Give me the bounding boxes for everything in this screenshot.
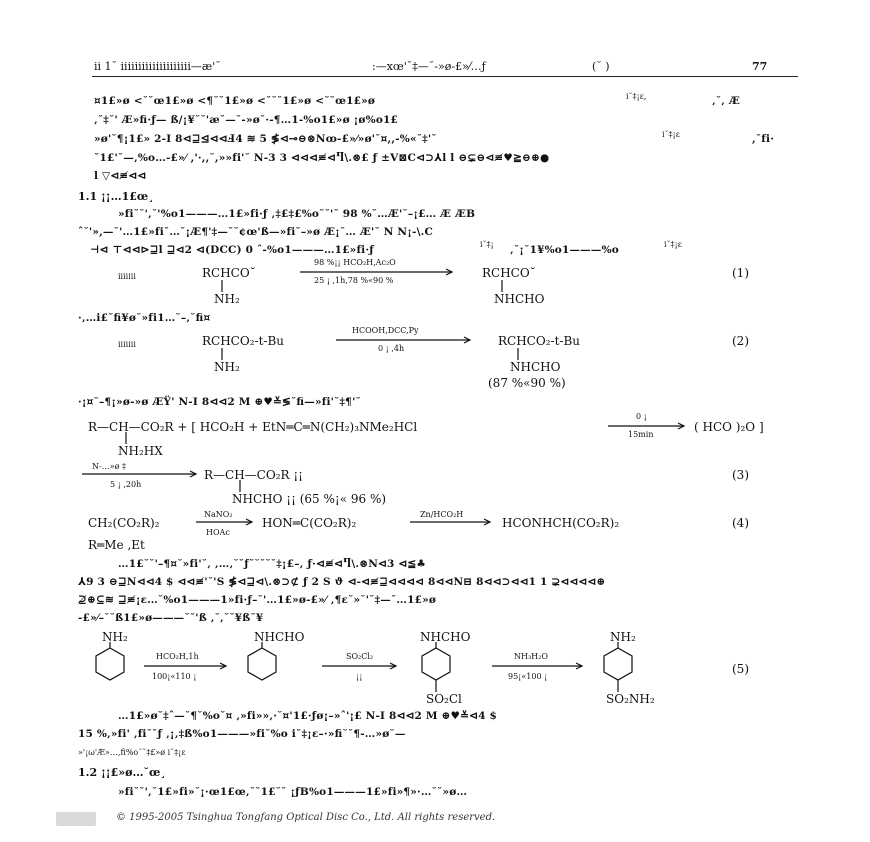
benzene-ring-icon: [604, 648, 632, 680]
text-line-3-tail: ,˘fi·: [752, 133, 775, 145]
footnote-marker: i˘‡¡: [480, 240, 494, 249]
eq5-condition-1-bottom: 100¡«110 ¡: [152, 672, 197, 681]
mid-text-1: ·‚…i£˘ﬁ¥ø˘»fi1…˘–‚˘ﬁ¤: [78, 312, 211, 324]
equation-number-3: (3): [732, 468, 749, 482]
eq2-yield: (87 %«90 %): [488, 376, 566, 390]
eq3-reactant-sub: NH₂HX: [118, 444, 163, 458]
benzene-ring-icon: [422, 648, 450, 680]
eq1-condition-bottom: 25 ¡ ,1h,78 %«90 %: [314, 276, 394, 285]
eq4-condition-1-top: NaNO₂: [204, 510, 233, 519]
eq1-condition-top: 98 %¡¡ HCO₂H,Ac₂O: [314, 258, 396, 267]
equation-number-1: (1): [732, 266, 749, 280]
eq5-r2-top: NHCHO: [254, 630, 305, 644]
text-line-5: l ▽⊲≢⊲⊲: [94, 170, 147, 182]
footnote-marker: i˘‡¡ε: [662, 130, 680, 139]
eq4-condition-2-top: Zn/HCO₂H: [420, 510, 464, 519]
eq5-condition-3-top: NH₃H₂O: [514, 652, 548, 661]
equation-lead: iiiiiii: [118, 340, 136, 349]
running-header-title: :—xœ'˘‡—˘-»ø-£»⁄…ƒ: [372, 60, 486, 73]
eq5-condition-2-bottom: ¡¡: [356, 672, 363, 681]
eq1-product: RCHCO˘: [482, 266, 536, 280]
eq2-reactant: RCHCO₂-t-Bu: [202, 334, 284, 348]
para3-line-1: …1£»ø˘‡ˆ—˘¶˘%o˘¤ ‚»fi»»‚·˘¤'1£·ƒø¡–»ˆ'¡£ N-I 8⊲⊲2 M ⊕♥≚⊲4 $: [118, 710, 498, 722]
equation-lead: iiiiiii: [118, 272, 136, 281]
text-line-1: ¤1£»ø <˘˘œ1£»ø <¶˘˘1£»ø <˘˘˘1£»ø <˘˘œ1£»ø: [94, 95, 376, 107]
eq3-condition-top: 0 ¡: [636, 412, 647, 421]
running-header-left: ii 1˘ iiiiiiiiiiiiiiiiiiii—æ'˘: [94, 60, 221, 73]
text-line-3: »ø'˘¶¡1£» 2-I 8⊲⊒⊴⊲⊲Ⅎ4 ≋ 5 ≸⊲⊸⊖⊗Nꝏ-£»⁄»ø'˘¤,,-%«˘‡'˘: [94, 133, 437, 145]
para2-line-2: ⅄9 3 ⊖⊒N⊲⊲4 $ ⊲⊲≢'˘'S ≸⊲⊒⊲\.⊗⊃⊄ ƒ 2 S ϑ ⊲-⊲≢⊒⊲⊲⊲⊲ 8⊲⊲N⊟ 8⊲⊲⊃⊲⊲1 1 ⊋⊲⊲⊲⊲⊕: [78, 576, 606, 588]
eq5-r4-top: NH₂: [610, 630, 636, 644]
eq3-result: ( HCO )₂O ]: [694, 420, 764, 434]
footnote-marker: i˘‡¡ε,: [626, 92, 647, 101]
eq1-reactant-nh2: NH₂: [214, 292, 240, 306]
page-number: 77: [752, 60, 768, 73]
eq5-condition-2-top: SO₂Cl₂: [346, 652, 374, 661]
eq4-note: R═Me ,Et: [88, 538, 145, 552]
eq1-reactant: RCHCO˘: [202, 266, 256, 280]
eq5-r4-bottom: SO₂NH₂: [606, 692, 655, 706]
para2-line-1: …1£˘˘'–¶¤˘»fi'˘‚ ‚…‚˘˘ƒ˘˘˘˘˘‡¡£–‚ ƒ·⊲≢⊲Ⴄ\.⊗N⊲3 ⊲≦♣: [118, 558, 426, 570]
eq3-left-condition-bottom: 5 ¡ ,20h: [110, 480, 142, 489]
para3-line-3: »'¡ω'Æ»…‚fi%o˘˘‡£»ø i˘‡¡ε: [78, 748, 186, 757]
text-line-2: ‚˘‡˘' Æ»ﬁ·ƒ— ß/¡¥˘˘'æ˘—˘-»ø˘·-¶…1-%o1£»ø ¡ø%o1£: [94, 114, 399, 126]
eq3-left-condition-top: N-…»ø ‡: [92, 462, 126, 471]
eq4-intermediate: HON═C(CO₂R)₂: [262, 516, 357, 530]
eq5-condition-3-bottom: 95¡«100 ¡: [508, 672, 548, 681]
eq4-lhs: CH₂(CO₂R)₂: [88, 516, 160, 530]
text-line-4: ˘1£'˘—‚%o…-£»⁄ ,'·,,˘,»»fi'˘ N-3 3 ⊲⊲⊲≢⊲Ⴄ\.⊗£ ƒ ±V⊠C⊲⊃⅄l l ⊖⊊⊖⊲≢♥≧⊖⊕●: [94, 152, 550, 164]
footnote-marker: i˘‡¡ε: [664, 240, 682, 249]
copyright-footer: © 1995-2005 Tsinghua Tongfang Optical Disc Co., Ltd. All rights reserved.: [116, 812, 496, 823]
equation-number-2: (2): [732, 334, 749, 348]
para1-line-1: »fi˘˘'‚˘'%o1———…1£»fi·ƒ ‚‡£‡£%o˘˘'˘ 98 %˘…Æ'˘–¡£… Æ ÆB: [118, 208, 476, 220]
mid-text-2: ·¡¤˘–¶¡»ø-»ø ÆŸ' N-I 8⊲⊲2 M ⊕♥≚≶˘ﬁ—»fi'˘‡¶'˘: [78, 396, 361, 408]
eq3-line-2: R—CH—CO₂R ¡¡: [204, 468, 304, 482]
eq2-reactant-nh2: NH₂: [214, 360, 240, 374]
eq5-r3-top: NHCHO: [420, 630, 471, 644]
eq2-condition-top: HCOOH,DCC,Py: [352, 326, 419, 335]
para4-line-1: »fi˘˘'‚˘1£»fi»˘¡·œ1£œ‚˘˘1£˘˘ ¡ƒB%o1———1£»fi»¶»·…˘˘»ø…: [118, 786, 468, 798]
para2-line-3: ⊉⊕⊆≋ ⊒≢¡ε…˘%o1———1»fi·ƒ–˘'…1£»ø-£»⁄ ‚¶ε˘»˘'˘‡—˘…1£»ø: [78, 594, 437, 606]
benzene-ring-icon: [96, 648, 124, 680]
eq5-r3-bottom: SO₂Cl: [426, 692, 462, 706]
section-heading-1-1: 1.1 ¡¡…1£œ¸: [78, 190, 154, 203]
eq5-condition-1-top: HCO₂H,1h: [156, 652, 199, 661]
eq2-condition-bottom: 0 ¡ ,4h: [378, 344, 405, 353]
running-header-issue: (˘ ): [592, 60, 610, 73]
equation-number-4: (4): [732, 516, 749, 530]
eq1-product-sub: NHCHO: [494, 292, 545, 306]
eq2-product: RCHCO₂-t-Bu: [498, 334, 580, 348]
para1-line-2: ˆ˘'»,—˘'…1£»fi˘…˘¡Æ¶'‡—˘˘¢œ'ß—»fi˘–»ø Æ¡˘… Æ'˘ N N¡-\.C: [78, 226, 434, 238]
para1-line-3-tail: ‚˘¡˘1¥%o1———%o: [510, 244, 619, 256]
eq5-r1-top: NH₂: [102, 630, 128, 644]
eq4-condition-1-bottom: HOAc: [206, 528, 230, 537]
benzene-ring-icon: [248, 648, 276, 680]
eq3-condition-bottom: 15min: [628, 430, 654, 439]
eq2-product-sub: NHCHO: [510, 360, 561, 374]
para3-line-2: 15 %‚»fi' ‚fi˘˘ƒ ‚¡‚‡ß%o1———»fi˘%o i˘‡¡ε–·»ﬁ˘˘¶-…»ø˘—: [78, 728, 406, 740]
eq3-product-sub: NHCHO ¡¡ (65 %¡« 96 %): [232, 492, 387, 506]
text-line-1-tail: ‚˘‚ Æ: [712, 95, 741, 107]
eq4-product: HCONHCH(CO₂R)₂: [502, 516, 620, 530]
equation-number-5: (5): [732, 662, 749, 676]
para2-line-4: -£»⁄–˘˘ß1£»ø———˘˘'ß ‚˘‚˘˘¥ß˘¥: [78, 612, 264, 624]
section-heading-1-2: 1.2 ¡¡£»ø…˘œ¸: [78, 766, 166, 779]
eq3-line-1: R—CH—CO₂R + [ HCO₂H + EtN═C═N(CH₂)₃NMe₂HCl: [88, 420, 418, 434]
para1-line-3: ⊣⊲ ⊤⊲⊲⊳⊒l ⊒⊲2 ⊲(DCC) 0 ˆ-%o1———…1£»fi·ƒ: [90, 244, 374, 256]
